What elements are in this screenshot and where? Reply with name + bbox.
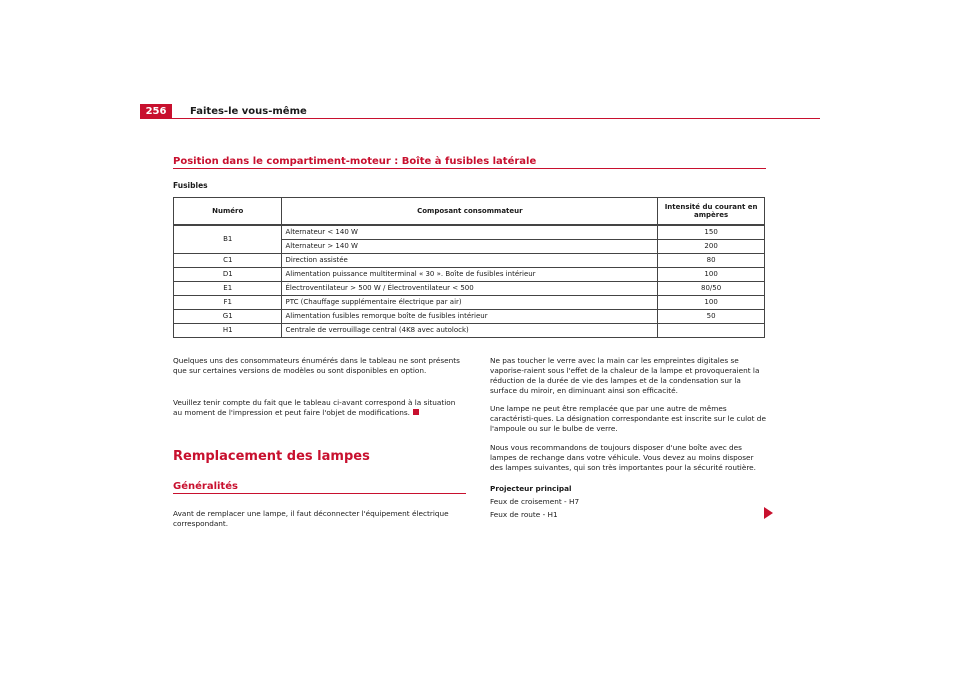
right-paragraph-2: Une lampe ne peut être remplacée que par une autre de mêmes caractéristi-ques. La désignation correspondante est inscrite sur le culot de l'ampoule ou sur le bulbe de verre. — [490, 404, 766, 433]
header-composant: Composant consommateur — [282, 198, 658, 226]
cell-amps: 100 — [658, 268, 765, 282]
table-row — [174, 254, 765, 268]
cell-component: Direction assistée — [282, 254, 658, 268]
fuse-table — [173, 197, 765, 338]
cell-component: PTC (Chauffage supplémentaire électrique par air) — [282, 296, 658, 310]
table-row — [174, 296, 765, 310]
page-number: 256 — [140, 104, 172, 119]
cell-component: Centrale de verrouillage central (4K8 avec autolock) — [282, 324, 658, 338]
cell-component: Alternateur < 140 W — [282, 225, 658, 240]
cell-component: Alimentation fusibles remorque boîte de fusibles intérieur — [282, 310, 658, 324]
chapter-title: Faites-le vous-même — [190, 106, 307, 117]
cell-component: Alimentation puissance multiterminal « 30 ». Boîte de fusibles intérieur — [282, 268, 658, 282]
cell-amps: 100 — [658, 296, 765, 310]
cell-component: Électroventilateur > 500 W / Électroventilateur < 500 — [282, 282, 658, 296]
general-subtitle: Généralités — [173, 481, 238, 492]
general-rule — [173, 493, 466, 494]
note-paragraph-2-text: Veuillez tenir compte du fait que le tableau ci-avant correspond à la situation au moment de l'impression et peut faire l'objet de modifications. — [173, 398, 456, 417]
cell-amps: 150 — [658, 225, 765, 240]
right-paragraph-1: Ne pas toucher le verre avec la main car les empreintes digitales se vaporise-raient sous l'effet de la chaleur de la lampe et provoqueraient la réduction de la durée de vie des lampes et de la condensation sur la surface du miroir, en diminuant ainsi son efficacité. — [490, 356, 760, 395]
header-rule — [172, 118, 820, 119]
note-paragraph-2 — [173, 398, 463, 418]
lamp-replacement-title: Remplacement des lampes — [173, 449, 370, 464]
cell-number: F1 — [174, 296, 282, 310]
cell-amps — [658, 324, 765, 338]
end-of-section-icon — [413, 409, 419, 415]
cell-number: C1 — [174, 254, 282, 268]
headlight-heading: Projecteur principal — [490, 484, 572, 493]
cell-component: Alternateur > 140 W — [282, 240, 658, 254]
section-title: Position dans le compartiment-moteur : Boîte à fusibles latérale — [173, 156, 537, 167]
header-intensite: Intensité du courant en ampères — [658, 198, 765, 226]
cell-number: H1 — [174, 324, 282, 338]
cell-number: B1 — [174, 225, 282, 254]
header-numero: Numéro — [174, 198, 282, 226]
cell-amps: 80/50 — [658, 282, 765, 296]
right-paragraph-3: Nous vous recommandons de toujours disposer d'une boîte avec des lampes de rechange dans votre véhicule. Vous devez au moins disposer des lampes suivantes, qui son très importantes pour la sécurité routière. — [490, 443, 756, 472]
continue-arrow-icon — [764, 507, 773, 519]
section-rule — [173, 168, 766, 169]
general-paragraph: Avant de remplacer une lampe, il faut déconnecter l'équipement électrique correspondant. — [173, 509, 449, 528]
table-row — [174, 268, 765, 282]
table-row — [174, 310, 765, 324]
headlight-item-low-beam: Feux de croisement - H7 — [490, 497, 580, 506]
cell-number: E1 — [174, 282, 282, 296]
table-row — [174, 324, 765, 338]
cell-number: D1 — [174, 268, 282, 282]
cell-amps: 200 — [658, 240, 765, 254]
headlight-item-high-beam: Feux de route - H1 — [490, 510, 558, 519]
table-caption: Fusibles — [173, 181, 208, 190]
table-row — [174, 225, 765, 240]
table-row — [174, 282, 765, 296]
cell-amps: 50 — [658, 310, 765, 324]
table-header-row — [174, 198, 765, 226]
cell-number: G1 — [174, 310, 282, 324]
note-paragraph-1: Quelques uns des consommateurs énumérés dans le tableau ne sont présents que sur certaines versions de modèles ou sont disponibles en option. — [173, 356, 460, 375]
cell-amps: 80 — [658, 254, 765, 268]
